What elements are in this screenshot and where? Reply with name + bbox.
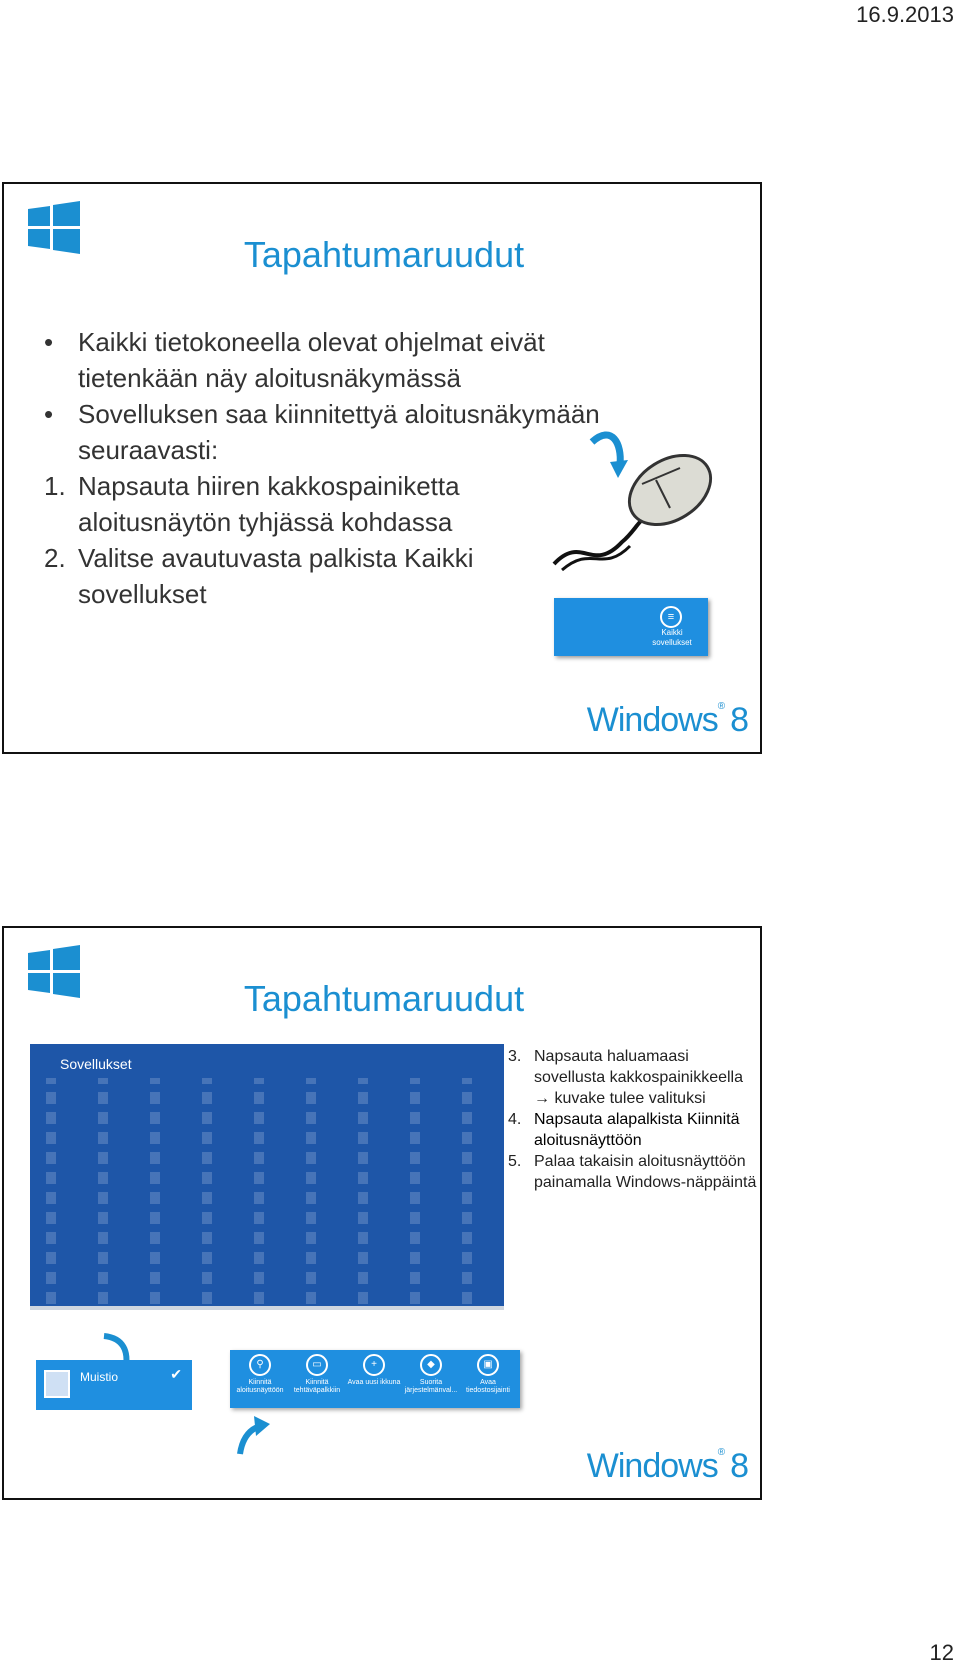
list-icon: ≡ <box>660 606 682 628</box>
all-apps-button[interactable]: ≡ Kaikki sovellukset <box>554 598 708 656</box>
step-list <box>508 1046 764 1193</box>
scrollbar <box>30 1306 504 1310</box>
arrow-up-icon <box>234 1414 274 1458</box>
slide-title: Tapahtumaruudut <box>243 978 525 1019</box>
selected-app-tile[interactable]: Muistio ✔ <box>36 1360 192 1410</box>
page-number: 12 <box>929 1640 954 1665</box>
list-item: 3. Napsauta haluamaasi sovellusta kakkospainikkeella → kuvake tulee valituksi <box>508 1048 743 1107</box>
taskbar-pin-icon: ▭ <box>306 1354 328 1376</box>
run-as-admin-button[interactable]: ◆ Suorita järjestelmänval... <box>403 1354 459 1395</box>
pin-to-start-button[interactable]: ⚲ Kiinnitä aloitusnäyttöön <box>232 1354 288 1395</box>
slide-title: Tapahtumaruudut <box>243 234 525 275</box>
mouse-icon <box>552 424 722 574</box>
list-item: 2. Valitse avautuvasta palkista Kaikki sovellukset <box>44 543 474 609</box>
slide-1 <box>2 182 762 754</box>
apps-header: Sovellukset <box>60 1056 132 1072</box>
apps-screenshot <box>30 1044 504 1310</box>
app-grid <box>46 1078 496 1304</box>
open-file-location-button[interactable]: ▣ Avaa tiedostosijainti <box>460 1354 516 1395</box>
check-icon: ✔ <box>170 1366 182 1382</box>
list-item: 4. Napsauta alapalkista Kiinnitä aloitusnäyttöön <box>508 1111 740 1149</box>
new-window-icon: + <box>363 1354 385 1376</box>
windows-8-logo: Windows® 8 <box>586 1447 748 1485</box>
page-date: 16.9.2013 <box>856 2 954 27</box>
list-item: • Sovelluksen saa kiinnitettyä aloitusnäkymään seuraavasti: <box>44 399 600 465</box>
admin-shield-icon: ◆ <box>420 1354 442 1376</box>
folder-location-icon: ▣ <box>477 1354 499 1376</box>
new-window-button[interactable]: + Avaa uusi ikkuna <box>346 1354 402 1387</box>
notepad-icon <box>44 1370 70 1398</box>
windows-8-logo: Windows® 8 <box>586 701 748 739</box>
pin-icon: ⚲ <box>249 1354 271 1376</box>
pin-to-taskbar-button[interactable]: ▭ Kiinnitä tehtäväpalkkiin <box>289 1354 345 1395</box>
list-item: • Kaikki tietokoneella olevat ohjelmat eivät tietenkään näy aloitusnäkymässä <box>44 327 545 393</box>
list-item: 1. Napsauta hiiren kakkospainiketta aloitusnäytön tyhjässä kohdassa <box>44 471 460 537</box>
app-bar <box>230 1350 520 1408</box>
slide-2 <box>2 926 762 1500</box>
list-item: 5. Palaa takaisin aloitusnäyttöön painamalla Windows-näppäintä <box>508 1153 757 1191</box>
